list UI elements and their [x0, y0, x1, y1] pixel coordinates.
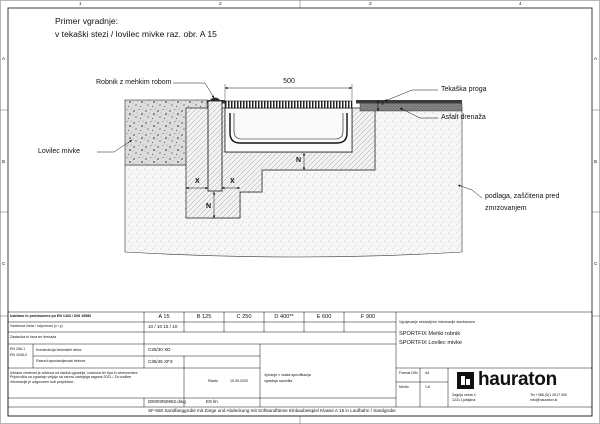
- stamp-label: Risalo: [208, 379, 218, 383]
- kerb: [208, 101, 222, 191]
- tb-row3-label: Zastavica in faza ter drenaža: [10, 335, 57, 339]
- drawing-title-line1: Primer vgradnje:: [55, 16, 119, 26]
- product-header: Vgrajevanje sestavljeno informacije stavbarstva: [399, 320, 475, 324]
- load-class: A 15: [158, 314, 170, 320]
- scale-value: 1:6: [425, 385, 430, 389]
- load-class: F 900: [360, 314, 376, 320]
- load-class: C 250: [236, 314, 252, 320]
- channel-body: [225, 108, 352, 152]
- hauraton-logo-icon: [457, 372, 474, 389]
- tb-row4c-label: Razred izpostavljenosti betona: [36, 359, 85, 363]
- dimension-y: Y: [381, 101, 385, 106]
- dimension-x-left: X: [195, 178, 200, 185]
- tb-row1-label: Izdelano in preizkušeno po EN 1433 / DIN 19580: [10, 314, 92, 318]
- frame-letter: B: [2, 159, 6, 164]
- company-email: info@hauraton.si: [530, 398, 558, 402]
- concrete-class-1: C25/30 XD: [148, 347, 171, 352]
- company-name: hauraton: [478, 369, 557, 390]
- scale-label: Merilo: [399, 385, 409, 389]
- product-1: SPORTFIX Mehki robnik: [399, 331, 461, 337]
- label-podlaga-2: zmrzovanjem: [485, 205, 527, 212]
- approval-1: Vpiranje v vsaka specifikacija: [264, 373, 311, 377]
- dimension-x-right: X: [230, 178, 235, 185]
- company-address-2: 1231 Ljubljana: [452, 398, 476, 402]
- label-lovilec-mivke: Lovilec mivke: [38, 148, 81, 155]
- approval-2: vgradnja navedila: [264, 379, 293, 383]
- asphalt-layer: [360, 103, 462, 111]
- load-class: B 125: [196, 314, 212, 320]
- track-surface: [356, 100, 462, 104]
- frame-letter: C: [2, 261, 6, 266]
- label-asfalt-drenaza: Asfalt drenaža: [441, 114, 486, 121]
- format-value: A4: [425, 371, 430, 375]
- frame-number: 2: [219, 1, 222, 6]
- tb-note: Izbrana vrednost je odvisna od načina vgradnje, izračuna ter tipa in obremenitve. Priporočila za vgradnjo veljajo na osnovi zadnjega zagona 2021 / Za vodilne informacije je odgovoren tudi projektant.: [10, 371, 139, 384]
- footer-description: SF-650 Sandfanggrube mit Zarge und Abdeckung mit Softsandfänne Einbaubeispiel Klasse A 15 in Laufbahn / Sandgrube: [148, 408, 396, 413]
- frame-letter: A: [594, 56, 598, 61]
- drawing-title-line2: v tekaški stezi / lovilec mivke raz. obr. A 15: [55, 29, 217, 39]
- label-podlaga-1: podlaga, zaščitena pred: [485, 193, 560, 200]
- dimension-n-kerb: N: [206, 203, 212, 210]
- label-robnik: Robnik z mehkim robom: [96, 79, 172, 86]
- frame-letter: B: [594, 159, 598, 164]
- format-label: Format DIN: [399, 371, 418, 375]
- tb-row4a-label: EN 206-1: [10, 347, 26, 351]
- load-class: D 400**: [274, 314, 294, 320]
- frame-letter: C: [594, 261, 598, 266]
- tb-row4a-sub: EN 1045-2: [10, 353, 28, 357]
- frame-number: 4: [519, 1, 522, 6]
- product-2: SPORTFIX Lovilec mivke: [399, 340, 462, 346]
- tb-row4b-label: Konstrukcija betonskih delov: [36, 348, 82, 352]
- load-class: E 600: [316, 314, 332, 320]
- concrete-class-2: C35/45 XF3: [148, 359, 173, 364]
- drawing-number: 00000050652.dwg: [148, 399, 186, 404]
- grate: [225, 101, 352, 108]
- dimension-500: 500: [283, 78, 295, 85]
- drawing-edition: E9 lm: [206, 399, 218, 404]
- tb-row2-label: Vsebnost žrela / odpornost (x / y): [10, 324, 63, 328]
- stamp-date: 15.09.2020: [230, 379, 248, 383]
- frame-letter: A: [2, 56, 6, 61]
- company-tel: Tel +386 (0)1 2617 900: [530, 393, 568, 397]
- tb-row2-value: 10 / 10 15 / 10: [148, 324, 178, 329]
- label-tekaska-proga: Tekaška proga: [441, 86, 487, 93]
- frame-number: 1: [79, 1, 82, 6]
- company-address-1: Zagrlja cesta 4: [452, 393, 476, 397]
- frame-number: 3: [369, 1, 372, 6]
- dimension-n-channel: N: [296, 157, 302, 164]
